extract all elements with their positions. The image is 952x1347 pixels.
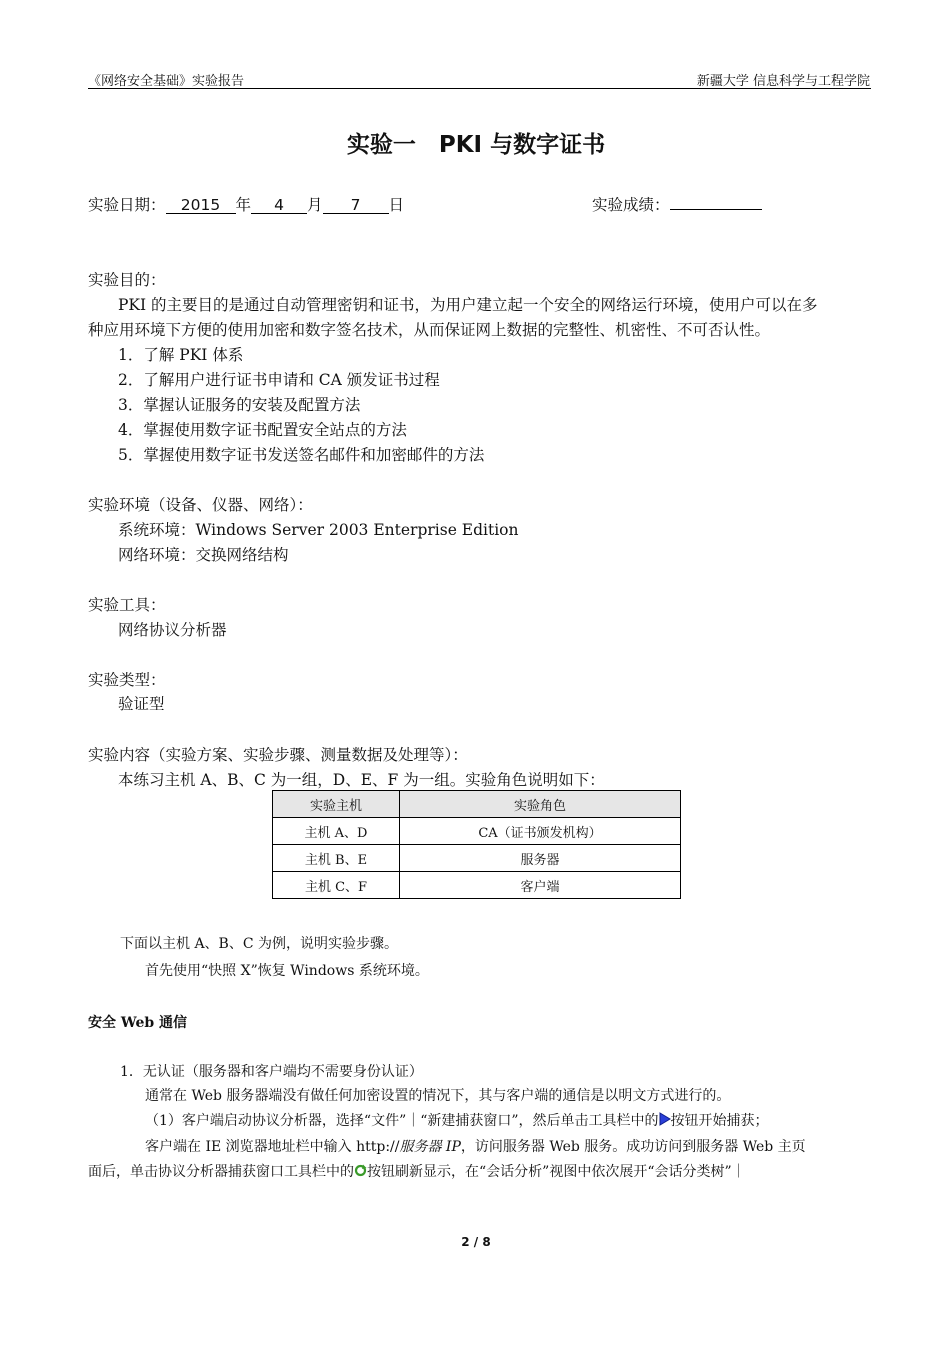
- score-value: [670, 209, 762, 210]
- objective-intro-line2: 种应用环境下方便的使用加密和数字签名技术，从而保证网上数据的完整性、机密性、不可否认性。: [88, 321, 771, 339]
- type-value: 验证型: [118, 695, 165, 713]
- objective-item-5: 5．掌握使用数字证书发送签名邮件和加密邮件的方法: [118, 446, 485, 464]
- paragraph-3-before: 客户端在 IE 浏览器地址栏中输入 http://: [145, 1139, 400, 1155]
- paragraph-2-before: （1）客户端启动协议分析器，选择“文件”｜“新建捕获窗口”，然后单击工具栏中的: [145, 1113, 659, 1129]
- paragraph-4-after: 按钮刷新显示，在“会话分析”视图中依次展开“会话分类树”｜: [367, 1164, 746, 1180]
- page-title: 实验一 PKI 与数字证书: [346, 132, 606, 158]
- paragraph-2-after: 按钮开始捕获；: [670, 1113, 769, 1129]
- paragraph-3-italic: 服务器 IP: [399, 1139, 461, 1155]
- roles-table: [272, 790, 681, 899]
- section-heading: 安全 Web 通信: [88, 1015, 188, 1031]
- table-row: [273, 845, 681, 872]
- header-left: 《网络安全基础》实验报告: [88, 74, 245, 89]
- objective-item-3: 3．掌握认证服务的安装及配置方法: [118, 396, 361, 414]
- date-line: [88, 193, 404, 215]
- table-cell: 服务器: [400, 845, 681, 872]
- refresh-icon: [354, 1164, 367, 1181]
- play-triangle-icon: [659, 1112, 671, 1130]
- objective-item-2: 2．了解用户进行证书申请和 CA 颁发证书过程: [118, 371, 440, 389]
- table-header-host: 实验主机: [273, 791, 400, 818]
- table-row: [273, 872, 681, 899]
- paragraph-4-before: 面后，单击协议分析器捕获窗口工具栏中的: [88, 1164, 354, 1180]
- table-cell: CA（证书颁发机构）: [400, 818, 681, 845]
- section-item-1: 1．无认证（服务器和客户端均不需要身份认证）: [120, 1064, 423, 1080]
- snapshot-line: 首先使用“快照 X”恢复 Windows 系统环境。: [145, 963, 429, 979]
- paragraph-3-after: ，访问服务器 Web 服务。成功访问到服务器 Web 主页: [460, 1139, 806, 1155]
- content-intro: 本练习主机 A、B、C 为一组，D、E、F 为一组。实验角色说明如下：: [118, 771, 605, 789]
- table-cell: 客户端: [400, 872, 681, 899]
- objective-item-1: 1．了解 PKI 体系: [118, 346, 244, 364]
- month-value: 4: [251, 197, 307, 214]
- type-heading: 实验类型：: [88, 671, 166, 689]
- day-value: 7: [323, 197, 389, 214]
- score-line: [592, 193, 762, 215]
- date-label: 实验日期：: [88, 196, 166, 214]
- table-cell: 主机 C、F: [273, 872, 400, 899]
- table-header-role: 实验角色: [400, 791, 681, 818]
- score-label: 实验成绩：: [592, 196, 670, 214]
- objective-heading: 实验目的：: [88, 271, 166, 289]
- tools-heading: 实验工具：: [88, 596, 166, 614]
- objective-intro-line1: PKI 的主要目的是通过自动管理密钥和证书，为用户建立起一个安全的网络运行环境，使用户可以在多: [118, 296, 818, 314]
- section-paragraph-2: [145, 1110, 769, 1130]
- page-number: 2 / 8: [461, 1235, 491, 1249]
- table-header-row: [273, 791, 681, 818]
- header-rule: [88, 88, 871, 89]
- table-cell: 主机 B、E: [273, 845, 400, 872]
- header-right: 新疆大学 信息科学与工程学院: [696, 74, 870, 89]
- year-value: 2015: [166, 197, 236, 214]
- table-row: [273, 818, 681, 845]
- section-paragraph-4: [88, 1161, 746, 1181]
- section-paragraph-3: [145, 1136, 806, 1156]
- environment-network: 网络环境：交换网络结构: [118, 546, 289, 564]
- month-unit: 月: [307, 196, 323, 214]
- environment-heading: 实验环境（设备、仪器、网络）：: [88, 496, 313, 514]
- example-line: 下面以主机 A、B、C 为例，说明实验步骤。: [120, 936, 399, 952]
- year-unit: 年: [235, 196, 252, 214]
- day-unit: 日: [388, 196, 405, 214]
- tools-value: 网络协议分析器: [118, 621, 227, 639]
- environment-system: 系统环境：Windows Server 2003 Enterprise Edition: [118, 521, 519, 539]
- content-heading: 实验内容（实验方案、实验步骤、测量数据及处理等）：: [88, 746, 468, 764]
- section-paragraph-1: 通常在 Web 服务器端没有做任何加密设置的情况下，其与客户端的通信是以明文方式进行的。: [145, 1088, 731, 1104]
- objective-item-4: 4．掌握使用数字证书配置安全站点的方法: [118, 421, 407, 439]
- table-cell: 主机 A、D: [273, 818, 400, 845]
